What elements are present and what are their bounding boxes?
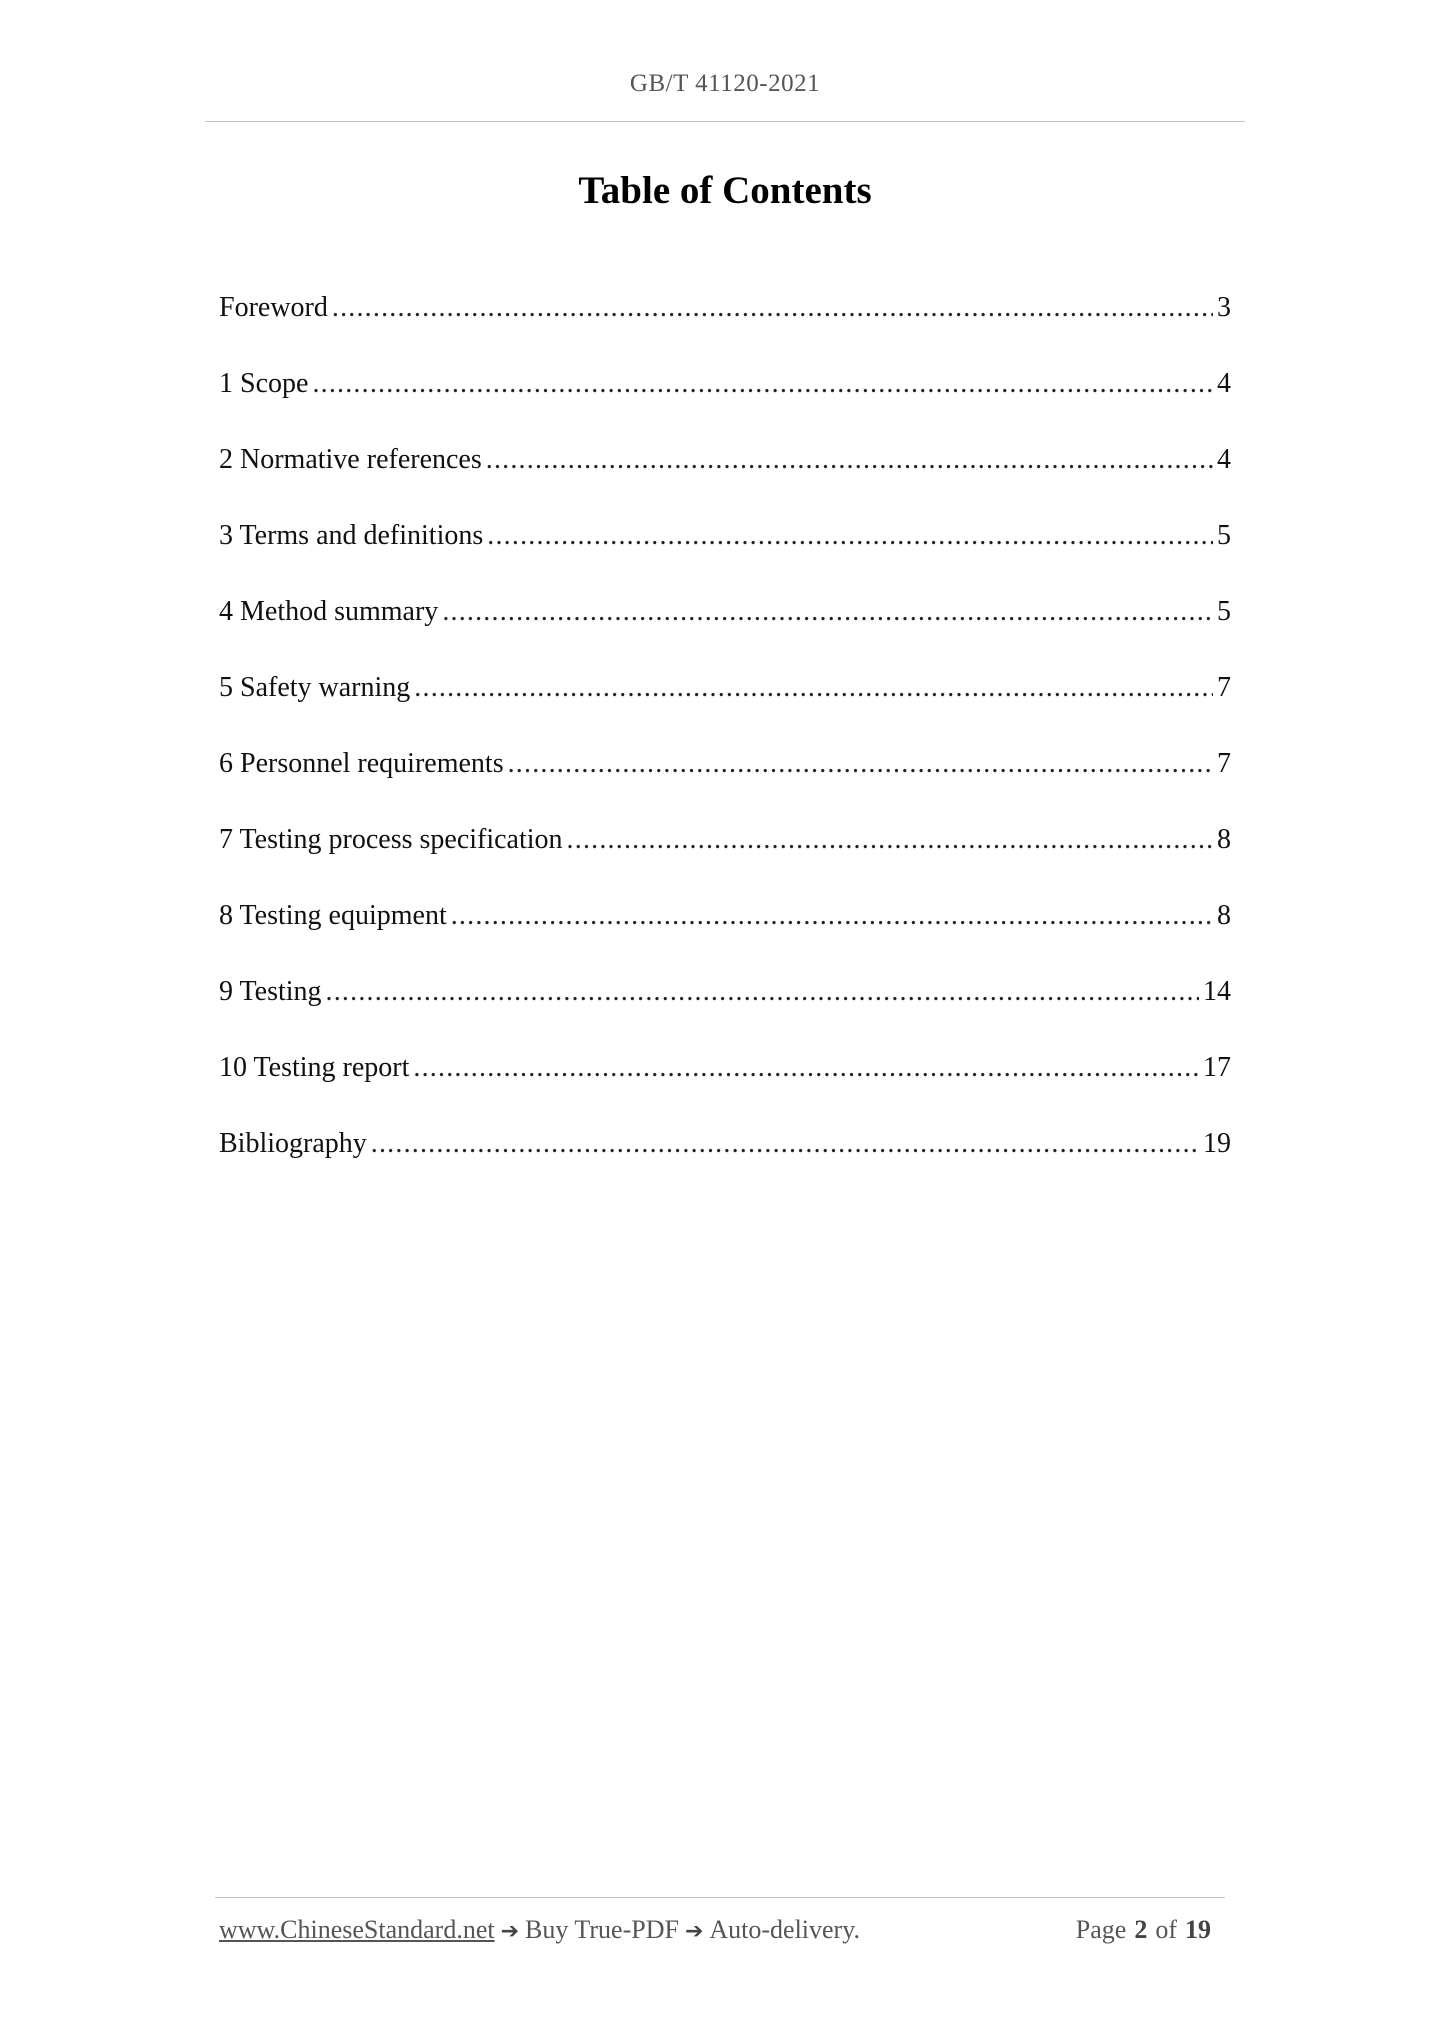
toc-entry-personnel-requirements[interactable] xyxy=(219,744,1231,820)
page-footer xyxy=(219,1915,1225,1955)
of-word: of xyxy=(1155,1915,1177,1944)
total-pages-number: 19 xyxy=(1185,1915,1211,1944)
site-link[interactable]: www.ChineseStandard.net xyxy=(219,1915,495,1944)
current-page-number: 2 xyxy=(1134,1915,1148,1944)
toc-entry-label: 3 Terms and definitions xyxy=(219,520,484,551)
toc-dot-leader xyxy=(371,1124,1199,1164)
toc-entry-label: 8 Testing equipment xyxy=(219,900,447,931)
toc-entry-label: Foreword xyxy=(219,292,328,323)
toc-dot-leader xyxy=(326,972,1199,1012)
toc-entry-page: 7 xyxy=(1217,672,1231,703)
toc-entry-page: 5 xyxy=(1217,596,1231,627)
toc-dot-leader xyxy=(487,516,1213,556)
toc-entry-page: 7 xyxy=(1217,748,1231,779)
toc-dot-leader xyxy=(332,288,1213,328)
toc-entry-label: 1 Scope xyxy=(219,368,309,399)
table-of-contents xyxy=(219,288,1231,1200)
toc-entry-label: Bibliography xyxy=(219,1128,367,1159)
toc-dot-leader xyxy=(414,668,1213,708)
page-title: Table of Contents xyxy=(578,169,872,212)
toc-entry-label: 7 Testing process specification xyxy=(219,824,563,855)
right-arrow-icon: ➔ xyxy=(684,1919,704,1944)
toc-entry-label: 9 Testing xyxy=(219,976,322,1007)
toc-entry-label: 10 Testing report xyxy=(219,1052,410,1083)
toc-entry-label: 5 Safety warning xyxy=(219,672,411,703)
toc-dot-leader xyxy=(567,820,1213,860)
toc-entry-safety-warning[interactable] xyxy=(219,668,1231,744)
toc-dot-leader xyxy=(312,364,1213,404)
toc-entry-foreword[interactable] xyxy=(219,288,1231,364)
buy-true-pdf-text: Buy True-PDF xyxy=(525,1915,679,1944)
toc-entry-normative-references[interactable] xyxy=(219,440,1231,516)
page-word: Page xyxy=(1075,1915,1127,1944)
page-number xyxy=(1076,1915,1219,1945)
header-divider xyxy=(205,121,1245,122)
toc-entry-page: 17 xyxy=(1203,1052,1231,1083)
toc-entry-label: 4 Method summary xyxy=(219,596,439,627)
toc-entry-page: 8 xyxy=(1217,824,1231,855)
toc-entry-testing-report[interactable] xyxy=(219,1048,1231,1124)
toc-entry-label: 2 Normative references xyxy=(219,444,482,475)
document-header: GB/T 41120-2021 xyxy=(629,70,821,97)
toc-entry-page: 4 xyxy=(1217,444,1231,475)
footer-divider xyxy=(215,1897,1225,1898)
toc-dot-leader xyxy=(451,896,1213,936)
toc-entry-bibliography[interactable] xyxy=(219,1124,1231,1200)
toc-entry-page: 14 xyxy=(1203,976,1231,1007)
right-arrow-icon: ➔ xyxy=(500,1919,520,1944)
toc-entry-terms-and-definitions[interactable] xyxy=(219,516,1231,592)
footer-promo xyxy=(219,1915,860,1945)
toc-dot-leader xyxy=(486,440,1213,480)
toc-entry-page: 3 xyxy=(1217,292,1231,323)
toc-entry-page: 5 xyxy=(1217,520,1231,551)
auto-delivery-text: Auto-delivery. xyxy=(709,1915,861,1944)
toc-entry-testing-process-specification[interactable] xyxy=(219,820,1231,896)
toc-entry-testing[interactable] xyxy=(219,972,1231,1048)
toc-entry-testing-equipment[interactable] xyxy=(219,896,1231,972)
toc-dot-leader xyxy=(413,1048,1199,1088)
toc-entry-page: 8 xyxy=(1217,900,1231,931)
toc-entry-label: 6 Personnel requirements xyxy=(219,748,504,779)
toc-entry-page: 4 xyxy=(1217,368,1231,399)
toc-entry-method-summary[interactable] xyxy=(219,592,1231,668)
toc-entry-scope[interactable] xyxy=(219,364,1231,440)
toc-dot-leader xyxy=(508,744,1213,784)
toc-dot-leader xyxy=(442,592,1213,632)
toc-entry-page: 19 xyxy=(1203,1128,1231,1159)
